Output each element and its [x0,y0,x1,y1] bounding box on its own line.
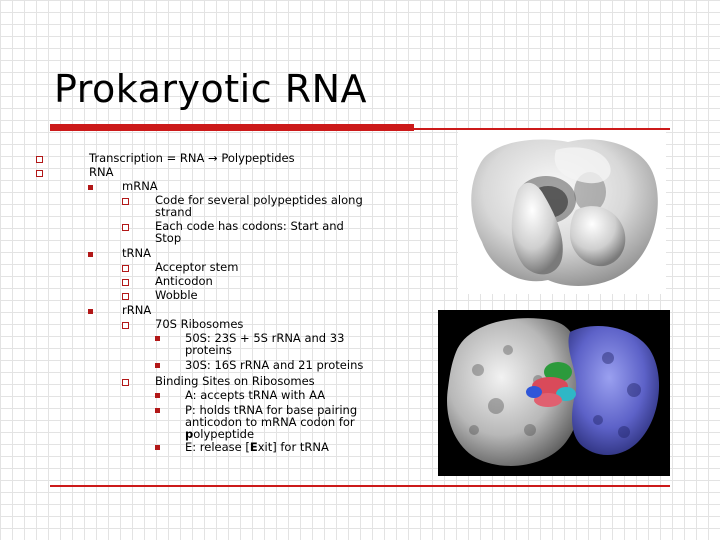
list-item: 30S: 16S rRNA and 21 proteins [185,358,364,372]
list-item: Wobble [155,288,198,302]
list-item: Acceptor stem [155,260,239,274]
filled-square-bullet-icon [88,185,93,190]
list-item: 50S: 23S + 5S rRNA and 33 [185,331,345,345]
hollow-square-bullet-icon [122,279,129,286]
slide-title: Prokaryotic RNA [54,67,368,111]
title-underline-bar [50,124,414,131]
filled-square-bullet-icon [155,445,160,450]
filled-square-bullet-icon [88,252,93,257]
list-item: tRNA [122,246,151,260]
list-item: mRNA [122,179,158,193]
hollow-square-bullet-icon [122,224,129,231]
list-item: 70S Ribosomes [155,317,244,331]
filled-square-bullet-icon [155,363,160,368]
list-item: RNA [89,165,114,179]
list-item: rRNA [122,303,152,317]
filled-square-bullet-icon [88,309,93,314]
list-item: Anticodon [155,274,213,288]
list-item: Code for several polypeptides along [155,193,363,207]
footer-divider [50,485,670,487]
hollow-square-bullet-icon [122,198,129,205]
hollow-square-bullet-icon [122,265,129,272]
list-item: P: holds tRNA for base pairing [185,403,358,417]
filled-square-bullet-icon [155,393,160,398]
filled-square-bullet-icon [155,408,160,413]
ribosome-surface-image [458,130,666,294]
hollow-square-bullet-icon [122,322,129,329]
filled-square-bullet-icon [155,336,160,341]
ribosome-surface-model-icon [458,130,666,294]
list-item: A: accepts tRNA with AA [185,388,326,402]
list-item: Binding Sites on Ribosomes [155,374,315,388]
ribosome-cryo-em-density-icon [438,310,670,476]
hollow-square-bullet-icon [36,170,43,177]
hollow-square-bullet-icon [36,156,43,163]
list-item: Each code has codons: Start and [155,219,344,233]
list-item: E: release [Exit] for tRNA [185,440,329,454]
list-item: Transcription = RNA → Polypeptides [89,151,295,165]
hollow-square-bullet-icon [122,379,129,386]
hollow-square-bullet-icon [122,293,129,300]
ribosome-density-image [438,310,670,476]
